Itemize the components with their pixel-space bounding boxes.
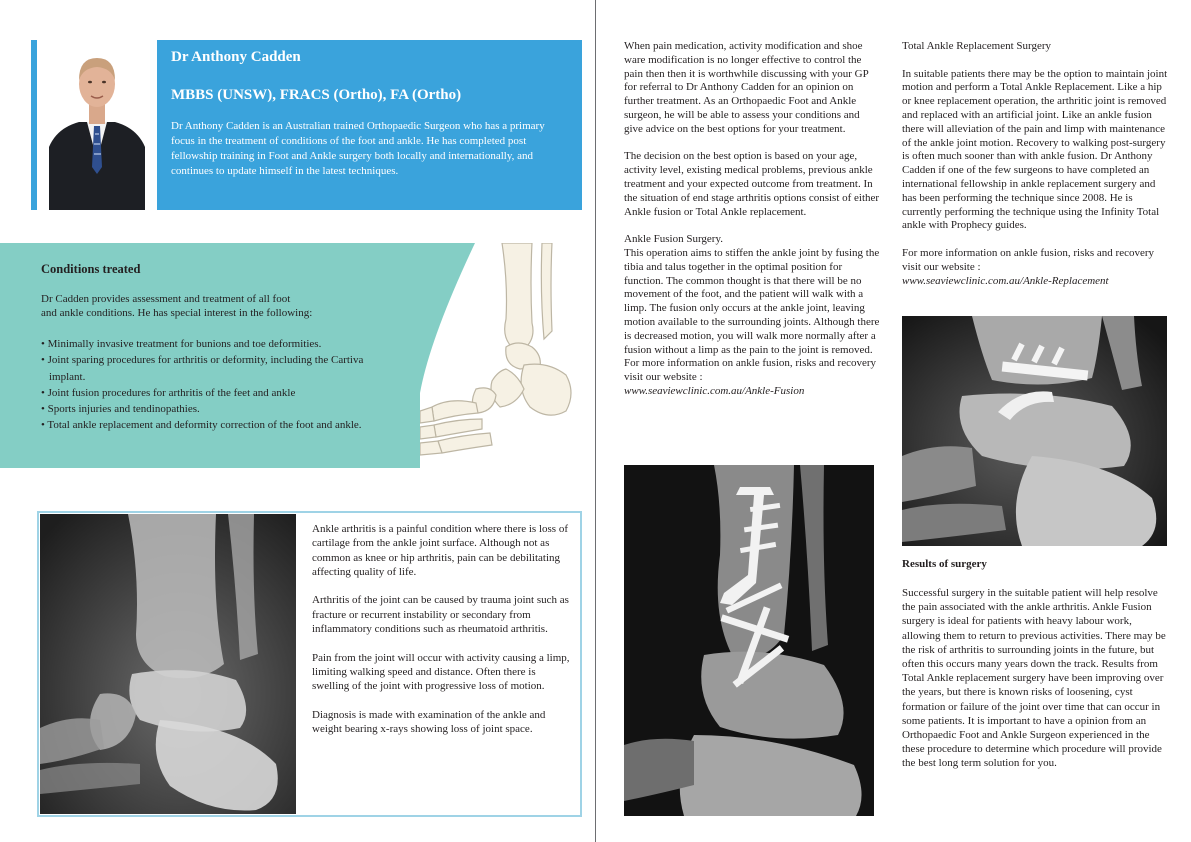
treatment-paragraph: The decision on the best option is based on your age, activity level, existing medical problems, previous ankle treatment and your expected outcome from treatment. In the situation of end stage arthritis options consist of either Ankle fusion or Total Ankle replacement. <box>624 150 880 218</box>
condition-item: • Sports injuries and tendinopathies. <box>41 403 200 416</box>
results-title: Results of surgery <box>902 558 987 570</box>
conditions-list <box>41 336 371 434</box>
arthritis-paragraph: Pain from the joint will occur with activity causing a limp, limiting walking speed and distance. Often there is swelling of the joint with progressive loss of motion. <box>312 651 570 693</box>
foot-skeleton-illustration <box>420 243 582 468</box>
fusion-url[interactable]: www.seaviewclinic.com.au/Ankle-Fusion <box>624 384 805 397</box>
condition-item: • Minimally invasive treatment for bunions and toe deformities. <box>41 338 322 350</box>
fusion-body: This operation aims to stiffen the ankle joint by fusing the tibia and talus together in the optimal position for function. The common thought is that there will be no movement of the foot, and the patient will walk with a limp. The fusion only occurs at the ankle joint, leaving motion available to the surrounding joints. Although there is decreased motion, you will walk more normally after a fusion without a limp as the pain to the joint is removed. For more information on ankle fusion, risks and recovery visit our website : <box>624 246 880 384</box>
treatment-column <box>624 40 880 399</box>
arthritis-text <box>312 522 574 751</box>
ankle-fusion-xray <box>624 465 874 816</box>
condition-item: • Total ankle replacement and deformity correction of the foot and ankle. <box>41 419 362 432</box>
arthritis-paragraph: Diagnosis is made with examination of the ankle and weight bearing x-rays showing loss of joint space. <box>312 708 546 736</box>
fusion-title: Ankle Fusion Surgery. <box>624 233 723 246</box>
conditions-title: Conditions treated <box>41 262 141 276</box>
doctor-name: Dr Anthony Cadden <box>171 49 301 65</box>
doctor-info-panel <box>157 40 582 210</box>
arthritis-paragraph: Ankle arthritis is a painful condition where there is loss of cartilage from the ankle joint surface. Although not as common as knee or hip arthritis, pain can be debilitating affecting quality of life. <box>312 523 568 578</box>
doctor-portrait <box>49 42 145 210</box>
conditions-intro-line: and ankle conditions. He has special interest in the following: <box>41 307 313 319</box>
condition-item: • Joint fusion procedures for arthritis of the feet and ankle <box>41 386 296 399</box>
treatment-paragraph: When pain medication, activity modification and shoe ware modification is no longer effective to control the pain then then it is worthwhile discussing with your GP for referral to Dr Anthony Cadden for an opinion on further treatment. As an Orthopaedic Foot and Ankle surgeon, he will be able to assess your conditions and give advice on the best options for your treatment. <box>624 40 869 135</box>
condition-item: • Joint sparing procedures for arthritis or deformity, including the Cartiva implant. <box>41 354 364 383</box>
page-spine <box>595 0 596 842</box>
doctor-qualifications: MBBS (UNSW), FRACS (Ortho), FA (Ortho) <box>171 87 462 103</box>
replacement-body: In suitable patients there may be the option to maintain joint motion and perform a Total Ankle Replacement. Like a hip or knee replacement operation, the arthritic joint is removed and replaced with an artificial joint. Like an ankle fusion there will alleviation of the pain and limp with maintenance of the ankle joint motion. Recovery to walking post-surgery is often much sooner than with ankle fusion. Dr Anthony Cadden if one of the few surgeons to have completed an international fellowship in ankle replacement surgery and has been performing the technique since 2008. He is currently performing the technique using the Infinity Total ankle with Prophecy guides. <box>902 67 1168 232</box>
doctor-accent-bar <box>31 40 37 210</box>
doctor-bio: Dr Anthony Cadden is an Australian trained Orthopaedic Surgeon who has a primary focus in the treatment of conditions of the foot and ankle. He has completed post fellowship training in Foot and Ankle surgery both locally and internationally, and continues to update himself in the latest techniques. <box>171 120 545 177</box>
results-body: Successful surgery in the suitable patient will help resolve the pain associated with the ankle arthritis. Ankle Fusion surgery is ideal for patients with heavy labour work, allowing them to return to previous activities. There may be the risk of arthritis to surrounding joints in the future, but often this occurs many years down the track. Results from Total Ankle replacement surgery have been improving over the years, but there is known risks of loosening, cyst formation or failure of the joint over time that can occur in some patients. It is important to have a opinion from an Orthopaedic Foot and Ankle Surgeon experienced in the these procedure to determine which procedure will provide the best long term solution for you. <box>902 587 1166 770</box>
ankle-replacement-xray <box>902 316 1167 546</box>
conditions-intro-line: Dr Cadden provides assessment and treatment of all foot <box>41 293 291 305</box>
arthritis-paragraph: Arthritis of the joint can be caused by trauma joint such as fracture or recurrent instability or secondary from inflammatory conditions such as rheumatoid arthritis. <box>312 594 569 636</box>
conditions-intro <box>41 292 371 320</box>
replacement-title: Total Ankle Replacement Surgery <box>902 40 1052 52</box>
replacement-column <box>902 40 1170 288</box>
replacement-url[interactable]: www.seaviewclinic.com.au/Ankle-Replacement <box>902 274 1109 287</box>
arthritic-ankle-xray <box>40 514 296 814</box>
replacement-more-info: For more information on ankle fusion, risks and recovery visit our website : <box>902 246 1155 273</box>
